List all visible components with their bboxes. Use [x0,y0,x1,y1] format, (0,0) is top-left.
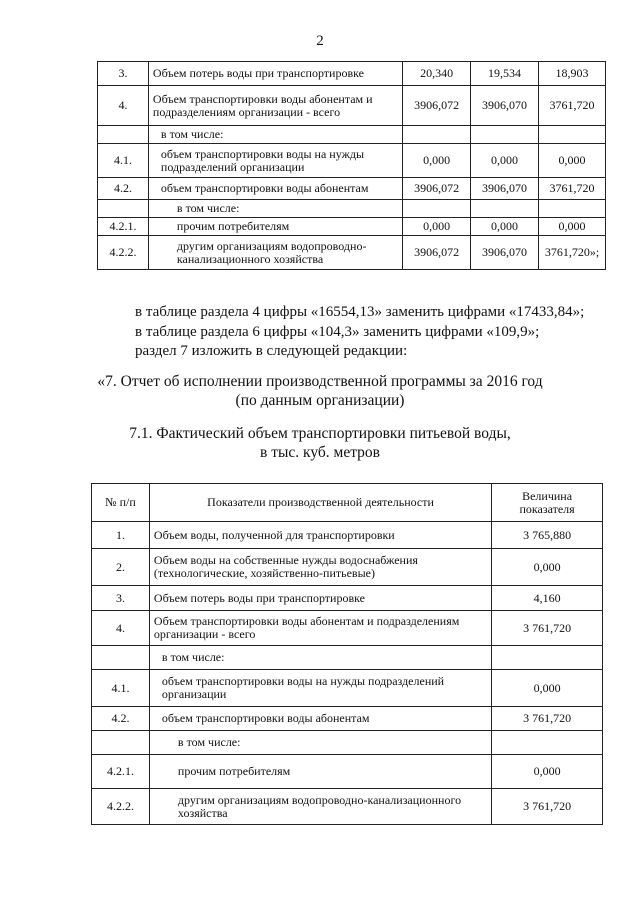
table-row [98,236,606,270]
row-number: 4.1. [92,670,150,707]
row-label: другим организациям водопроводно-канализационного хозяйства [148,236,402,270]
table-continued-volumes [97,61,606,270]
table-row [92,731,603,755]
row-number [92,646,150,670]
amendment-paragraph: в таблице раздела 4 цифры «16554,13» заменить цифрами «17433,84»; [135,304,585,320]
row-value-3: 3761,720»; [538,236,605,270]
header-value: Величина показателя [492,484,603,522]
row-number [98,200,149,218]
row-number: 3. [92,586,150,611]
row-value-1: 20,340 [403,62,471,86]
row-value [492,731,603,755]
row-label: объем транспортировки воды на нужды подразделений организации [148,144,402,178]
row-value-1: 3906,072 [403,178,471,200]
table-row [98,200,606,218]
row-value-3 [538,126,605,144]
table-row [92,755,603,789]
row-value: 3 761,720 [492,611,603,646]
row-value: 0,000 [492,755,603,789]
row-value-3: 3761,720 [538,86,605,126]
table-row [92,611,603,646]
row-value [492,646,603,670]
row-label: Объем воды, полученной для транспортировки [149,522,491,549]
row-value-3: 18,903 [538,62,605,86]
table-row [98,62,606,86]
row-label: Объем воды на собственные нужды водоснабжения (технологические, хозяйственно-питьевые) [149,549,491,586]
row-label: объем транспортировки воды абонентам [149,707,491,731]
row-number: 4.2.2. [98,236,149,270]
row-number: 4.2.2. [92,789,150,825]
row-number [98,126,149,144]
table-row [92,789,603,825]
section-heading-subtitle: (по данным организации) [235,392,405,409]
table-row [92,586,603,611]
row-value-1: 0,000 [403,218,471,236]
row-label: в том числе: [149,646,491,670]
row-value-2 [471,126,539,144]
row-value-2: 0,000 [471,144,539,178]
amendment-paragraph: в таблице раздела 6 цифры «104,3» заменить цифрами «109,9»; [135,324,540,340]
row-value: 0,000 [492,670,603,707]
table-row [98,126,606,144]
row-number: 4.2.1. [98,218,149,236]
row-number: 4.2.1. [92,755,150,789]
table-row [92,707,603,731]
row-label: прочим потребителям [149,755,491,789]
row-value: 3 761,720 [492,789,603,825]
row-label: Объем транспортировки воды абонентам и подразделениям организации - всего [149,611,491,646]
row-label: другим организациям водопроводно-канализационного хозяйства [149,789,491,825]
row-value-1 [403,200,471,218]
subsection-heading: 7.1. Фактический объем транспортировки питьевой воды, [129,425,511,442]
row-label: в том числе: [148,126,402,144]
row-label: объем транспортировки воды на нужды подразделений организации [149,670,491,707]
row-label: Объем транспортировки воды абонентам и подразделениям организации - всего [148,86,402,126]
row-number: 2. [92,549,150,586]
row-number: 4.2. [92,707,150,731]
row-value-3: 0,000 [538,218,605,236]
row-number [92,731,150,755]
table-row [98,178,606,200]
row-number: 4.2. [98,178,149,200]
table-row [92,670,603,707]
row-value-3: 3761,720 [538,178,605,200]
row-value: 3 761,720 [492,707,603,731]
row-number: 3. [98,62,149,86]
table-row [98,218,606,236]
row-value-1: 0,000 [403,144,471,178]
table-row [92,549,603,586]
row-value-2: 19,534 [471,62,539,86]
table-row [98,86,606,126]
row-value-3 [538,200,605,218]
section-heading: «7. Отчет об исполнении производственной программы за 2016 год [97,373,543,390]
row-label: Объем потерь воды при транспортировке [149,586,491,611]
row-value-2 [471,200,539,218]
row-value-1: 3906,072 [403,86,471,126]
row-number: 4. [92,611,150,646]
row-number: 4. [98,86,149,126]
row-label: в том числе: [148,200,402,218]
header-number: № п/п [92,484,150,522]
row-number: 4.1. [98,144,149,178]
subsection-heading-units: в тыс. куб. метров [260,444,380,461]
row-value: 4,160 [492,586,603,611]
row-value-3: 0,000 [538,144,605,178]
row-value: 0,000 [492,549,603,586]
row-label: в том числе: [149,731,491,755]
row-value-2: 3906,070 [471,86,539,126]
header-indicator: Показатели производственной деятельности [149,484,491,522]
row-value-1 [403,126,471,144]
row-label: Объем потерь воды при транспортировке [148,62,402,86]
table-row [92,522,603,549]
table-actual-transport-volume [91,483,603,825]
row-number: 1. [92,522,150,549]
table-row [92,646,603,670]
row-value-2: 0,000 [471,218,539,236]
table-header-row [92,484,603,522]
row-label: прочим потребителям [148,218,402,236]
row-label: объем транспортировки воды абонентам [148,178,402,200]
amendment-paragraph: раздел 7 изложить в следующей редакции: [135,343,408,359]
table-row [98,144,606,178]
row-value-2: 3906,070 [471,236,539,270]
row-value: 3 765,880 [492,522,603,549]
page-number: 2 [316,33,324,49]
row-value-2: 3906,070 [471,178,539,200]
row-value-1: 3906,072 [403,236,471,270]
